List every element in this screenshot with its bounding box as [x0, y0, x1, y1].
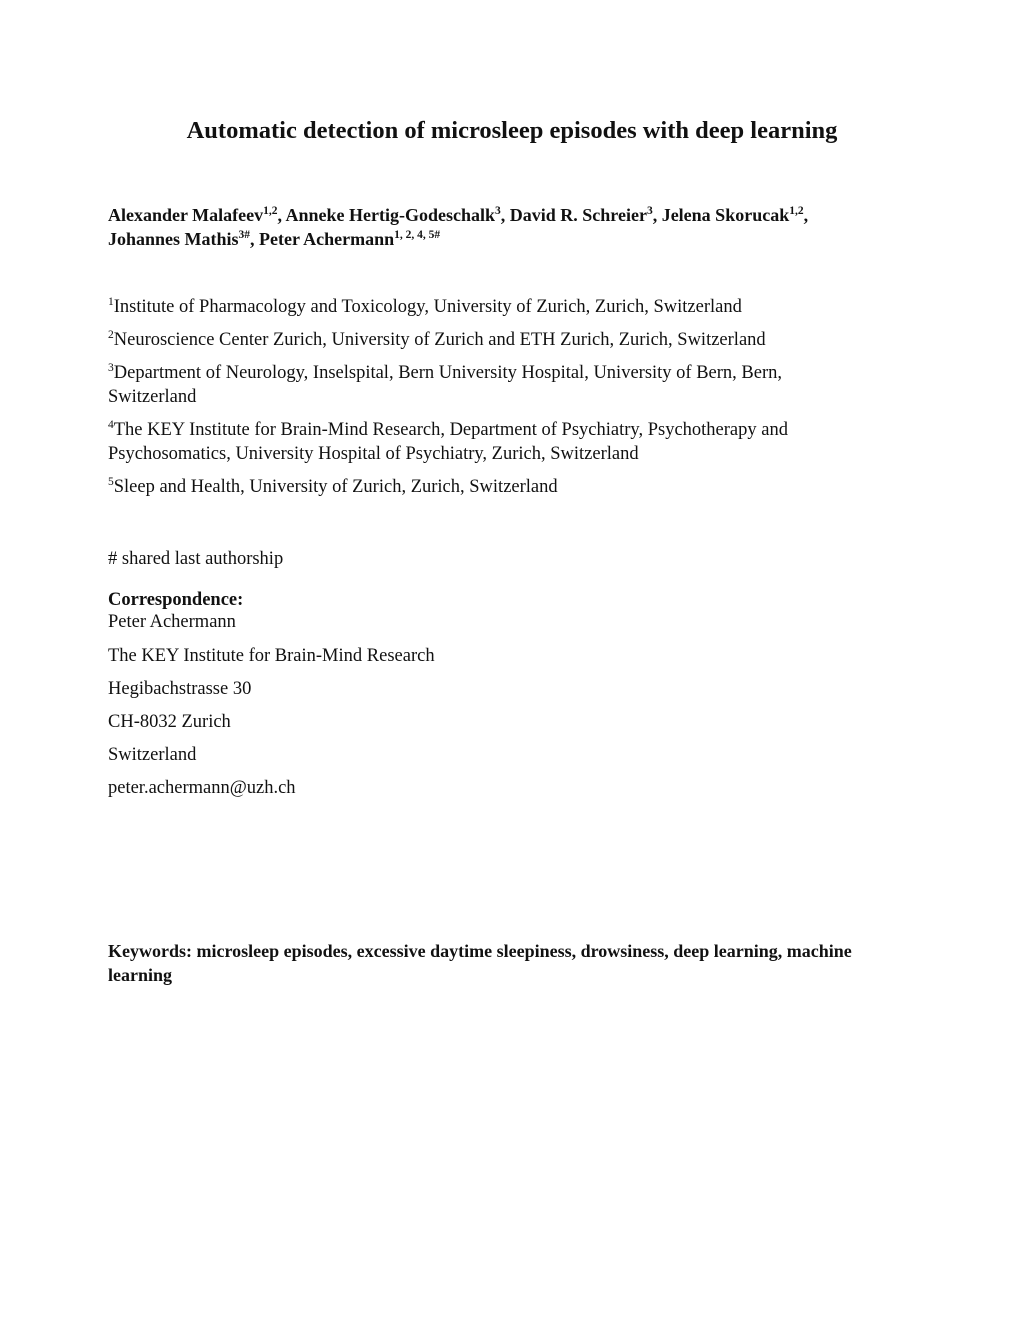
affiliation	[108, 361, 853, 409]
author-name: Anneke Hertig-Godeschalk	[285, 205, 496, 225]
affiliation-text: Department of Neurology, Inselspital, Bern University Hospital, University of Bern, Bern, Switzerland	[108, 363, 783, 407]
affiliation-text: The KEY Institute for Brain-Mind Research, Department of Psychiatry, Psychotherapy and Psychosomatics, University Hospital of Psychiatry, Zurich, Switzerland	[108, 420, 788, 464]
correspondence-heading: Correspondence:	[108, 590, 244, 610]
keywords: Keywords: microsleep episodes, excessive daytime sleepiness, drowsiness, deep learning, machine learning	[108, 941, 852, 985]
shared-authorship-note: # shared last authorship	[108, 549, 284, 569]
author-affiliation-marker: 1,2	[789, 205, 804, 217]
correspondence-line: The KEY Institute for Brain‐Mind Research	[108, 646, 435, 666]
author-affiliation-marker: 1, 2, 4, 5#	[394, 229, 441, 241]
affiliation-number: 5	[108, 476, 114, 488]
affiliation-text: Institute of Pharmacology and Toxicology, University of Zurich, Zurich, Switzerland	[113, 297, 742, 317]
affiliation	[108, 295, 898, 319]
correspondence-line: Switzerland	[108, 745, 197, 765]
correspondence-email: peter.achermann@uzh.ch	[108, 778, 296, 798]
paper-title: Automatic detection of microsleep episodes with deep learning	[186, 117, 838, 144]
affiliation-text: Sleep and Health, University of Zurich, Zurich, Switzerland	[113, 477, 558, 497]
correspondence-line: CH-8032 Zurich	[108, 712, 231, 732]
author-name: Alexander Malafeev	[108, 205, 264, 225]
author-name: Johannes Mathis	[108, 229, 239, 249]
affiliation	[108, 475, 898, 499]
affiliation-number: 3	[108, 362, 114, 374]
correspondence-line: Peter Achermann	[108, 612, 236, 632]
author-affiliation-marker: 3	[646, 205, 653, 217]
affiliation-number: 1	[108, 296, 114, 308]
author-list: Alexander Malafeev$^{1,2}$, Anneke Hertig-Godeschalk$^3$, David R. Schreier$^3$, Jelena Skorucak$^{1,2}$, Johannes Mathis$^{3\#}$, Peter Achermann$^{1, 2, 4, 5\#}$	[108, 205, 809, 249]
affiliation-text: Neuroscience Center Zurich, University of Zurich and ETH Zurich, Zurich, Switzerland	[113, 330, 766, 350]
affiliation-number: 4	[108, 419, 114, 431]
author-affiliation-marker: 1,2	[263, 205, 278, 217]
affiliation-number: 2	[108, 329, 114, 341]
affiliation	[108, 328, 898, 352]
author-affiliation-marker: 3#	[238, 229, 251, 241]
author-name: Peter Achermann	[259, 229, 395, 249]
correspondence-line: Hegibachstrasse 30	[108, 679, 252, 699]
author-affiliation-marker: 3	[495, 205, 501, 217]
author-name: Jelena Skorucak	[661, 205, 790, 225]
affiliation	[108, 418, 868, 466]
author-name: David R. Schreier	[509, 205, 647, 225]
